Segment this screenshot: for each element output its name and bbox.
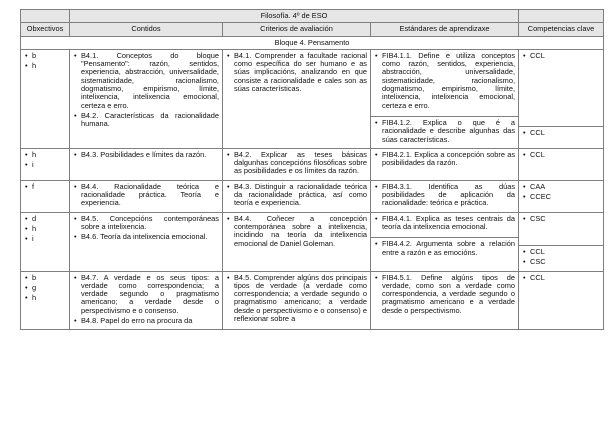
estandares-cell [371, 49, 519, 148]
list-item: • B4.7. A verdade e os seus tipos: a verdade como correspondencia; a verdade segundo o pragmatismo americano; a verdade desde o perspectivismo e o consenso. [81, 274, 219, 315]
list-item: • FIB4.2.1. Explica a concepción sobre as posibilidades da razón. [382, 151, 515, 168]
table-row [21, 148, 604, 180]
list-item: • B4.2. Explicar as teses básicas dalgunhas concepcións filosóficas sobre as posibilidades e os límites da razón. [234, 151, 367, 176]
list-item: • b [32, 274, 66, 282]
list-item: • h [32, 225, 66, 233]
list-item: • B4.1. Conceptos do bloque "Pensamento": razón, sentidos, experiencia, abstracción, universalidade, sistematicidade, racionalismo, dogmatismo, empirismo, límite, intelixencia, intelixencia emocional, certeza e erro. [81, 52, 219, 110]
list-item: • B4.3. Posibilidades e límites da razón. [81, 151, 219, 159]
table-corner-right [519, 10, 604, 23]
header-obxectivos: Obxectivos [21, 23, 70, 36]
list-item: • CCL [530, 151, 600, 159]
list-item: • b [32, 52, 66, 60]
competencias-cell [519, 49, 604, 148]
list-item: • CAA [530, 183, 600, 191]
list-item: • g [32, 284, 66, 292]
list-item: • CSC [530, 215, 600, 223]
header-competencias: Competencias clave [519, 23, 604, 36]
list-item: • d [32, 215, 66, 223]
table-corner [21, 10, 70, 23]
header-estandares: Estándares de aprendizaxe [371, 23, 519, 36]
section-title: Bloque 4. Pensamento [21, 36, 604, 49]
header-criterios: Criterios de avaliación [223, 23, 371, 36]
table-row [21, 180, 604, 212]
list-item: • CCL [530, 52, 600, 60]
list-item: • B4.1. Comprender a facultade racional como específica do ser humano e as súas implicacións, analizando en que consiste a racionalidade e cales son as súas características. [234, 52, 367, 93]
list-item: • h [32, 294, 66, 302]
list-item: • B4.4. Racionalidade teórica e racionalidade práctica. Teoría e experiencia. [81, 183, 219, 208]
table-row [21, 212, 604, 271]
list-item: • h [32, 62, 66, 70]
list-item: • h [32, 151, 66, 159]
list-item: • B4.5. Comprender algúns dos principais tipos de verdade (a verdade como correspondencia; a verdade segundo o pragmatismo americano; a verdade desde o perspectivismo e o consenso) e reflexionar sobre a [234, 274, 367, 324]
list-item: • i [32, 161, 66, 169]
list-item: • B4.6. Teoría da intelixencia emocional. [81, 233, 219, 241]
list-item: • CCL [530, 274, 600, 282]
header-contidos: Contidos [70, 23, 223, 36]
contidos-cell [70, 49, 223, 148]
list-item: • FIB4.3.1. Identifica as dúas posibilidades de aplicación da racionalidade: teórica e práctica. [382, 183, 515, 208]
list-item: • B4.4. Coñecer a concepción contemporánea sobre a intelixencia, incidindo na teoría da intelixencia emocional de Daniel Goleman. [234, 215, 367, 248]
list-item: • CSC [530, 258, 600, 266]
list-item: • FIB4.1.2. Explica o que é a racionalidade e describe algunhas das súas características. [382, 119, 515, 144]
criterios-cell [223, 49, 371, 148]
list-item: • CCL [530, 248, 600, 256]
list-item: • FIB4.5.1. Define algúns tipos de verdade, como son a verdade como correspondencia, a verdade segundo o pragmatismo americano e a verdade desde o perspectivismo. [382, 274, 515, 315]
list-item: • B4.2. Características da racionalidade humana. [81, 112, 219, 129]
curriculum-table [20, 9, 604, 330]
list-item: • FIB4.1.1. Define e utiliza conceptos como razón, sentidos, experiencia, abstracción, universalidade, sistematicidade, racionalismo, dogmatismo, empirismo, límite, intelixencia, intelixencia emocional, certeza e erro. [382, 52, 515, 110]
list-item: • f [32, 183, 66, 191]
list-item: • i [32, 235, 66, 243]
list-item: • CCL [530, 129, 600, 137]
obxectivos-cell [21, 49, 70, 148]
list-item: • FIB4.4.2. Argumenta sobre a relación entre a razón e as emocións. [382, 240, 515, 257]
list-item: • B4.5. Concepcións contemporáneas sobre a intelixencia. [81, 215, 219, 232]
list-item: • CCEC [530, 193, 600, 201]
table-row [21, 49, 604, 148]
table-row [21, 271, 604, 330]
table-title: Filosofía. 4º de ESO [70, 10, 519, 23]
list-item: • B4.8. Papel do erro na procura da [81, 317, 219, 325]
list-item: • B4.3. Distinguir a racionalidade teórica da racionalidade práctica, así como teoría e experiencia. [234, 183, 367, 208]
list-item: • FIB4.4.1. Explica as teses centrais da teoría da intelixencia emocional. [382, 215, 515, 232]
